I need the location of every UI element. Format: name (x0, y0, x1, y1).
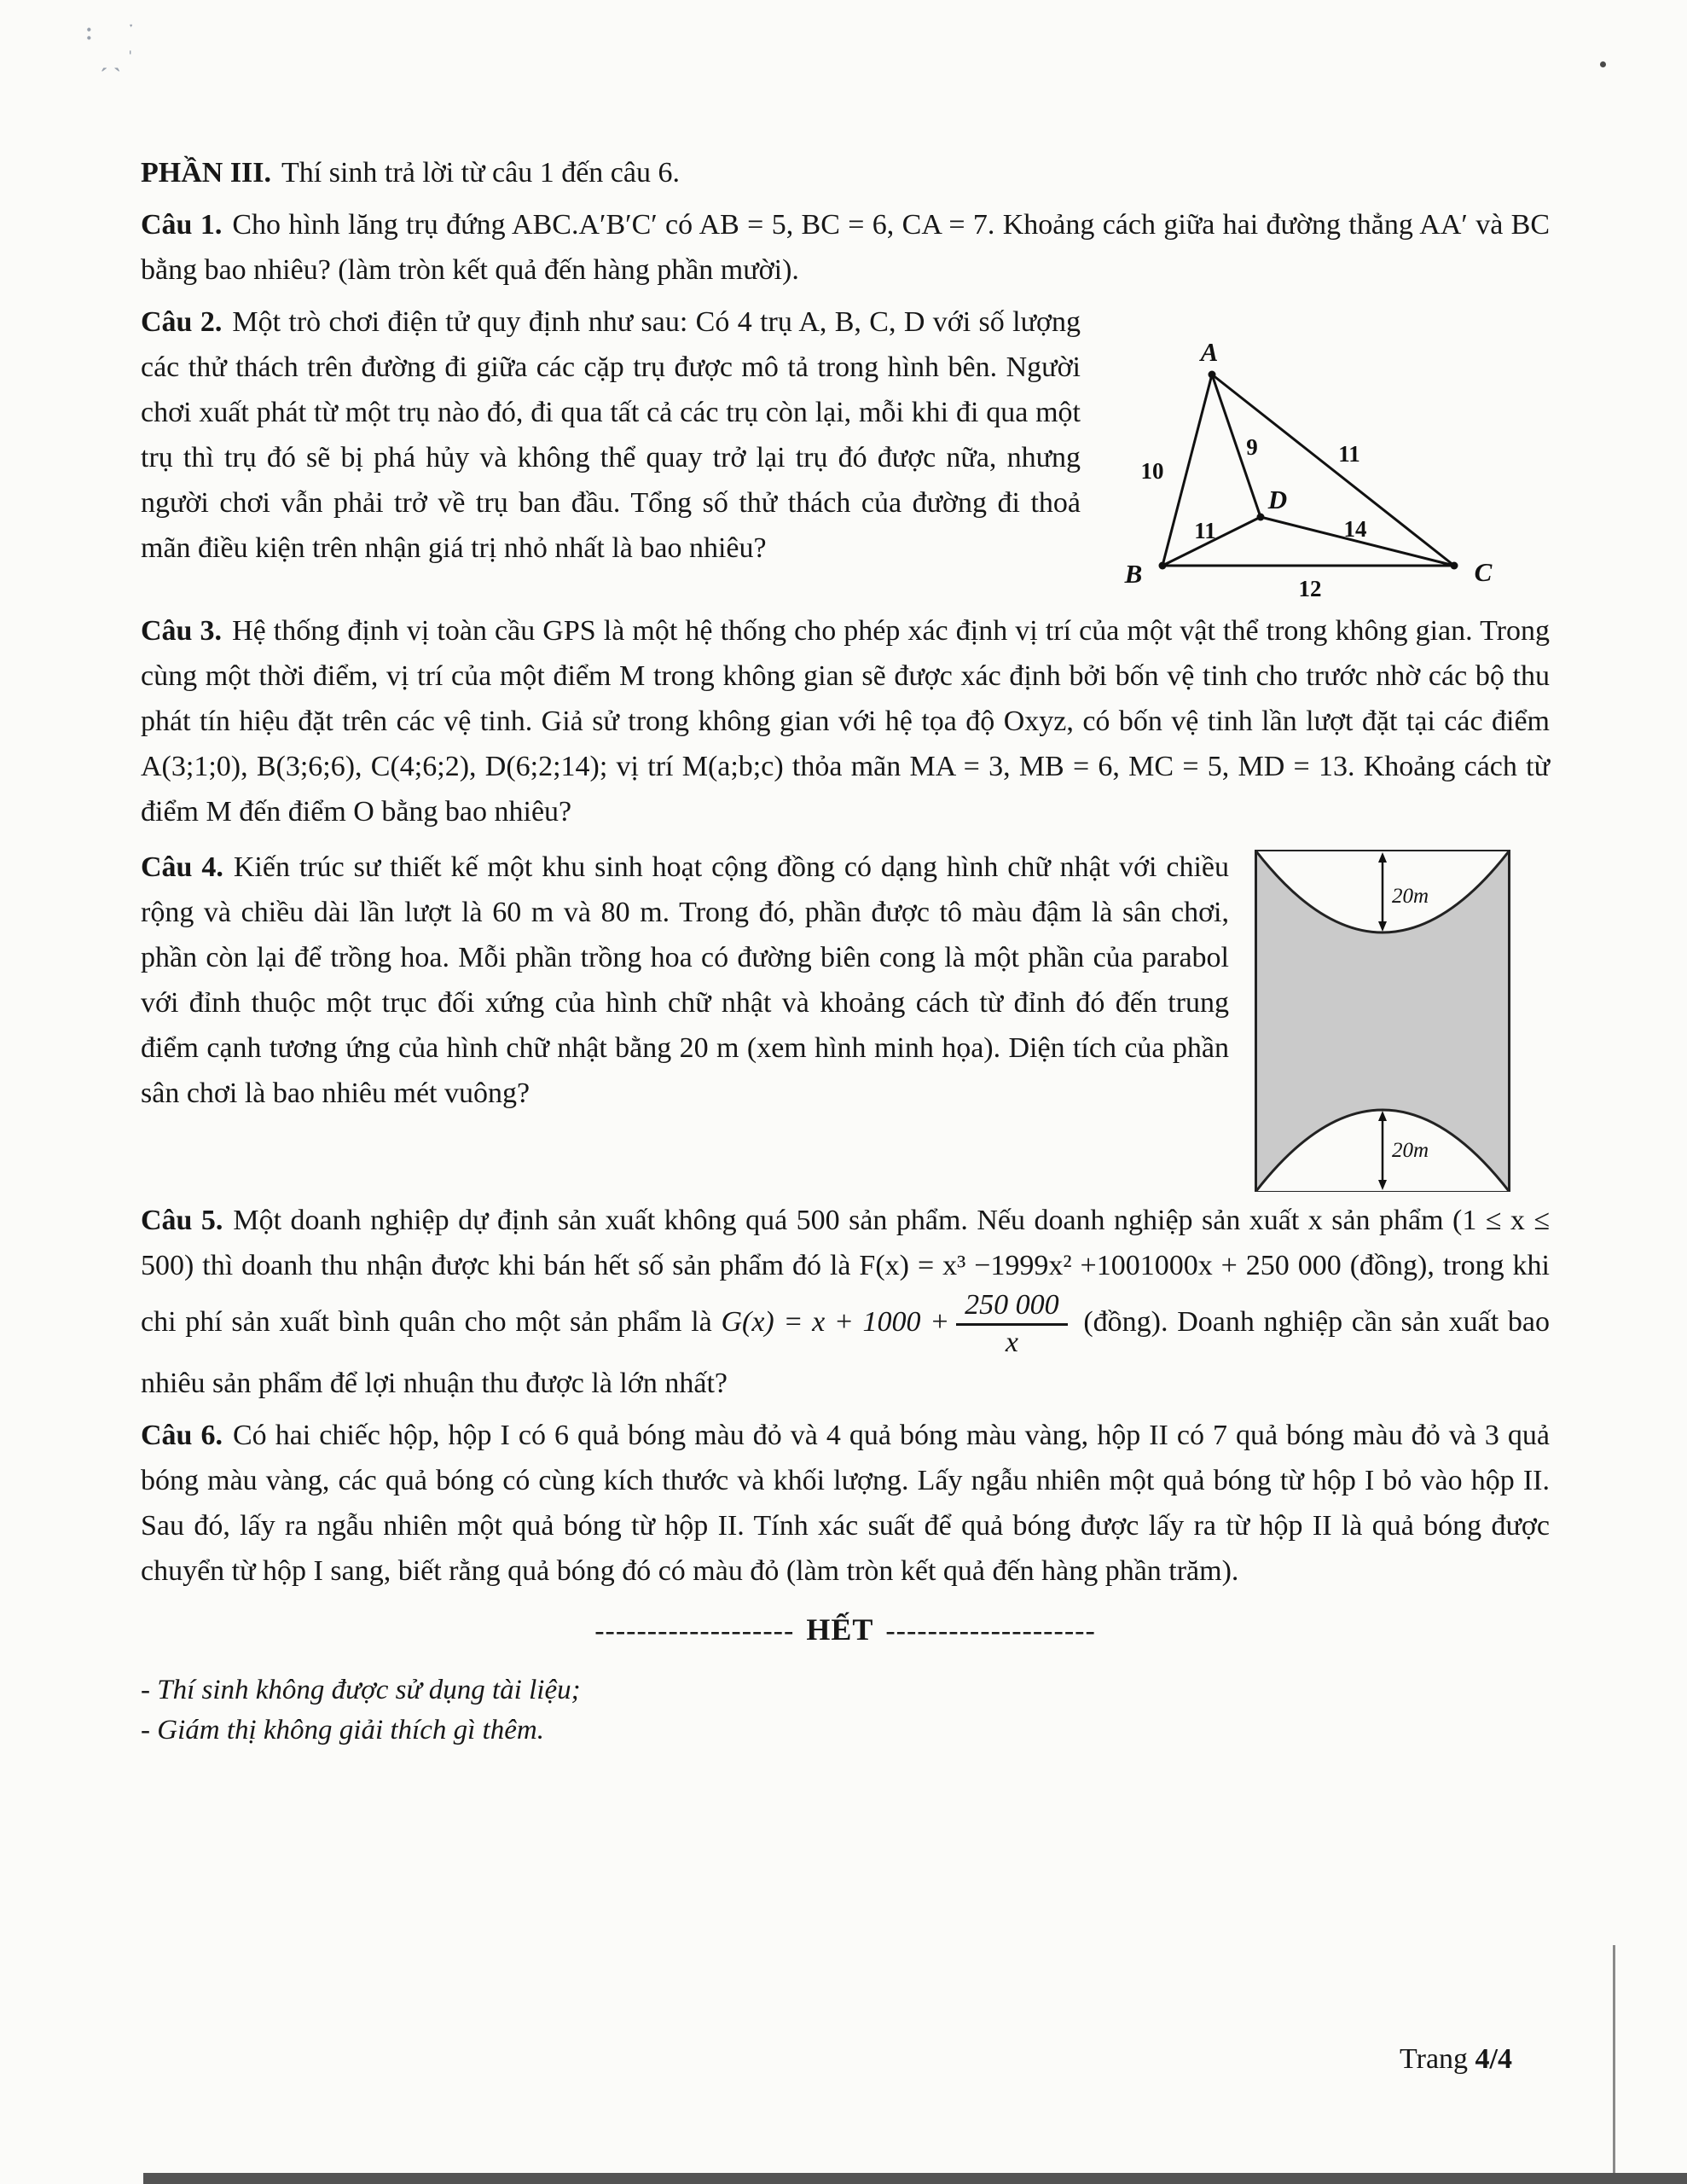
question-5-label: Câu 5. (141, 1205, 223, 1237)
question-1-text: Cho hình lăng trụ đứng ABC.A′B′C′ có AB = 5, BC = 6, CA = 7. Khoảng cách giữa hai đường thẳng AA′ và BC bằng bao nhiêu? (làm tròn kết quả đến hàng phần mười). (141, 209, 1551, 287)
question-2 (141, 299, 1550, 602)
question-2-label: Câu 2. (141, 306, 223, 339)
page-number-value: 4/4 (1475, 2043, 1512, 2075)
edge-ab-label: 10 (1140, 458, 1164, 485)
scan-mark: ˑ (128, 15, 135, 40)
question-1 (141, 202, 1550, 293)
question-3 (141, 608, 1550, 834)
question-3-label: Câu 3. (141, 615, 223, 648)
scan-mark: ˸ (85, 24, 93, 49)
question-5 (141, 1198, 1550, 1406)
question-2-text: Một trò chơi điện tử quy định như sau: Có 4 trụ A, B, C, D với số lượng các thử thách trên đường đi giữa các cặp trụ được mô tả trong hình bên. Người chơi xuất phát từ một trụ nào đó, đi qua tất cả các trụ còn lại, mỗi khi đi qua một trụ thì trụ đó sẽ bị phá hủy và không thể quay trở lại trụ đó được nữa, nhưng người chơi vẫn phải trở về trụ ban đầu. Tổng số thử thách của đường đi thoả mãn điều kiện trên nhận giá trị nhỏ nhất là bao nhiêu? (141, 306, 1081, 565)
section-text: Thí sinh trả lời từ câu 1 đến câu 6. (281, 157, 680, 189)
page-number-prefix: Trang (1400, 2043, 1469, 2075)
park-figure (1255, 850, 1510, 1193)
question-4 (141, 845, 1550, 1163)
section-label: PHẦN III. (141, 157, 272, 189)
gx-formula: G(x) = x + 1000 + (721, 1306, 950, 1339)
dim-top-label: 20m (1392, 885, 1429, 909)
question-5-text-2: (đồng). Doanh nghiệp cần sản xuất bao nhiêu sản phẩm để lợi nhuận thu được là lớn nhất? (141, 1306, 1551, 1399)
fraction-numerator: 250 000 (965, 1289, 1059, 1321)
edge-bc-label: 12 (1298, 576, 1322, 602)
question-4-label: Câu 4. (141, 851, 223, 884)
end-divider (141, 1606, 1550, 1653)
scan-dot (1600, 61, 1606, 67)
scan-edge-line (1613, 1945, 1615, 2184)
question-5-text-1: Một doanh nghiệp dự định sản xuất không quá 500 sản phẩm. Nếu doanh nghiệp sản xuất x sản phẩm (1 ≤ x ≤ 500) thì doanh thu nhận được khi bán hết số sản phẩm đó là F(x) = x³ −1999x² +1001000x + 250 000 (đồng), trong khi chi phí sản xuất bình quân cho một sản phẩm là (141, 1205, 1550, 1339)
vertex-d-dot (1257, 514, 1265, 521)
edge-ad-label: 9 (1246, 434, 1258, 461)
park-svg (1255, 850, 1510, 1193)
end-label: HẾT (806, 1612, 874, 1647)
exam-content (141, 150, 1550, 1751)
vertex-a-label: A (1200, 337, 1219, 368)
scan-mark: ˏ ˎ ˈ (101, 47, 134, 72)
edge-ac-label: 11 (1338, 441, 1360, 468)
vertex-b-dot (1159, 562, 1167, 570)
question-4-text: Kiến trúc sư thiết kế một khu sinh hoạt cộng đồng có dạng hình chữ nhật với chiều rộng và chiều dài lần lượt là 60 m và 80 m. Trong đó, phần được tô màu đậm là sân chơi, phần còn lại để trồng hoa. Mỗi phần trồng hoa có đường biên cong là một phần của parabol với đỉnh thuộc một trục đối xứng của hình chữ nhật và khoảng cách từ đỉnh đó đến trung điểm cạnh tương ứng của hình chữ nhật bằng 20 m (xem hình minh họa). Diện tích của phần sân chơi là bao nhiêu mét vuông? (141, 851, 1229, 1110)
section-header (141, 150, 1550, 195)
end-dashes-left: ------------------- (594, 1614, 795, 1647)
edge-bd-label: 11 (1194, 518, 1216, 544)
edge-dc-label: 14 (1343, 516, 1367, 543)
question-6 (141, 1413, 1550, 1594)
gx-fraction (956, 1290, 1068, 1358)
vertex-c-dot (1451, 562, 1458, 570)
fraction-denominator: x (956, 1323, 1068, 1359)
question-6-text: Có hai chiếc hộp, hộp I có 6 quả bóng màu đỏ và 4 quả bóng màu vàng, hộp II có 7 quả bóng màu đỏ và 3 quả bóng màu vàng, các quả bóng có cùng kích thước và khối lượng. Lấy ngẫu nhiên một quả bóng từ hộp I bỏ vào hộp II. Sau đó, lấy ra ngẫu nhiên một quả bóng từ hộp II. Tính xác suất để quả bóng được lấy ra từ hộp II là quả bóng được chuyển từ hộp I sang, biết rằng quả bóng đó có màu đỏ (làm tròn kết quả đến hàng phần trăm). (141, 1419, 1550, 1587)
question-6-label: Câu 6. (141, 1419, 223, 1451)
edge-ac (1212, 375, 1454, 566)
vertex-a-dot (1209, 371, 1216, 379)
scan-bottom-strip (143, 2173, 1687, 2184)
dim-bottom-label: 20m (1392, 1139, 1429, 1163)
page-number (1400, 2043, 1512, 2076)
note-materials: - Thí sinh không được sử dụng tài liệu; (141, 1675, 581, 1706)
vertex-b-label: B (1124, 559, 1143, 590)
note-proctor: - Giám thị không giải thích gì thêm. (141, 1714, 544, 1745)
vertex-d-label: D (1267, 485, 1288, 515)
end-dashes-right: -------------------- (885, 1614, 1096, 1647)
graph-svg (1103, 334, 1495, 603)
question-1-label: Câu 1. (141, 209, 223, 241)
question-3-text: Hệ thống định vị toàn cầu GPS là một hệ thống cho phép xác định vị trí của một vật thể trong không gian. Trong cùng một thời điểm, vị trí của một điểm M trong không gian sẽ được xác định bởi bốn vệ tinh cho trước nhờ các bộ thu phát tín hiệu đặt trên các vệ tinh. Giả sử trong không gian với hệ tọa độ Oxyz, có bốn vệ tinh lần lượt đặt tại các điểm A(3;1;0), B(3;6;6), C(4;6;2), D(6;2;14); vị trí M(a;b;c) thỏa mãn MA = 3, MB = 6, MC = 5, MD = 13. Khoảng cách từ điểm M đến điểm O bằng bao nhiêu? (141, 615, 1550, 828)
vertex-c-label: C (1474, 557, 1493, 588)
exam-notes (141, 1670, 1550, 1751)
graph-figure (1103, 334, 1495, 603)
